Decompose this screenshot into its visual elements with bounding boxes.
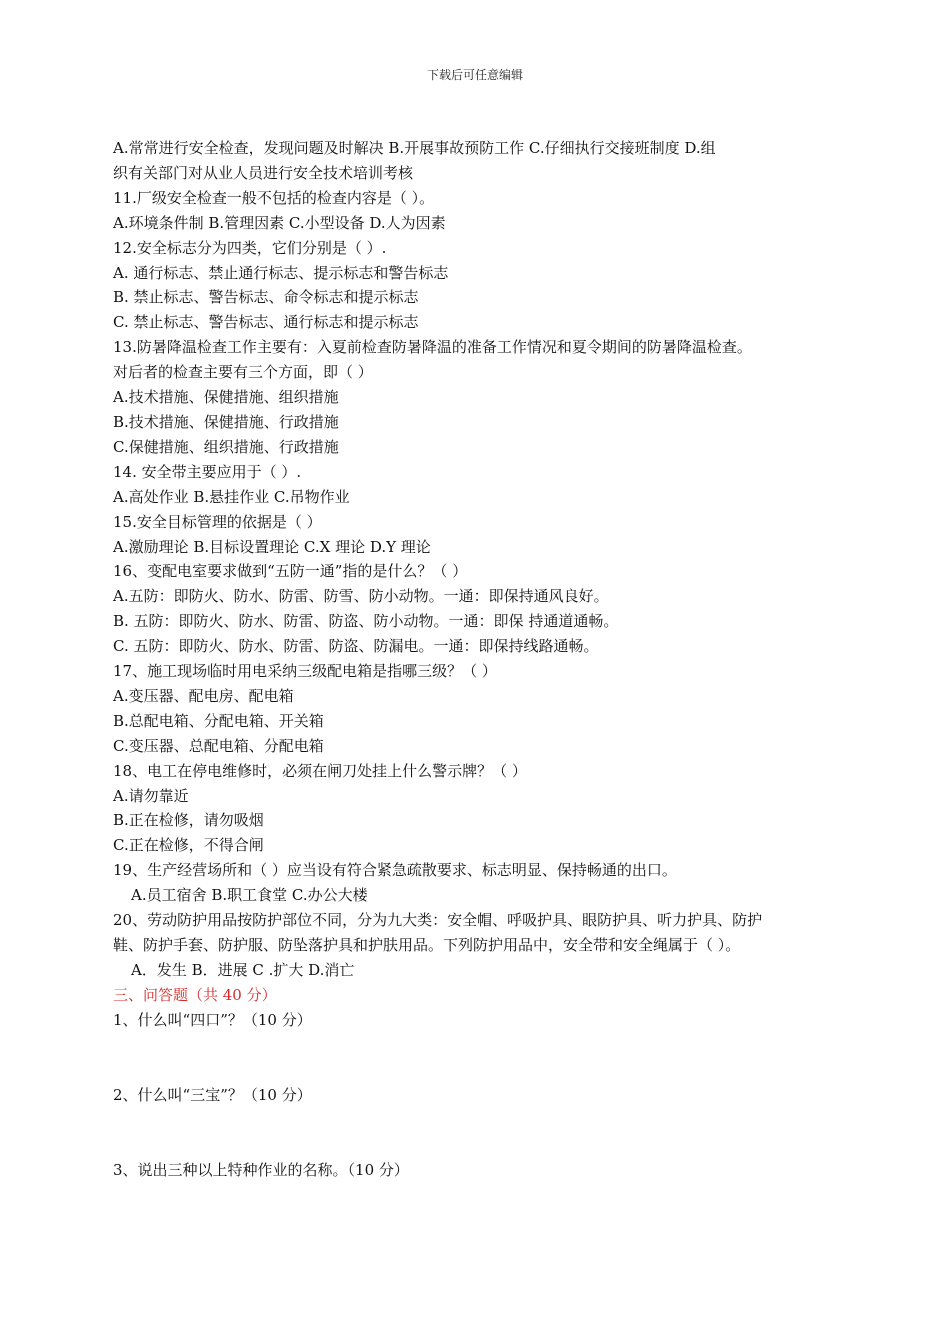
essay-question-3: 3、说出三种以上特种作业的名称。（10 分） bbox=[113, 1160, 409, 1179]
question-13-cont: 对后者的检查主要有三个方面，即（ ） bbox=[113, 363, 373, 382]
document-body bbox=[113, 136, 843, 1182]
options-14: A.高处作业 B.悬挂作业 C.吊物作业 bbox=[113, 487, 350, 506]
question-19: 19、生产经营场所和（ ）应当设有符合紧急疏散要求、标志明显、保持畅通的出口。 bbox=[113, 861, 677, 880]
option-12b: B. 禁止标志、警告标志、命令标志和提示标志 bbox=[113, 288, 419, 307]
option-17c: C.变压器、总配电箱、分配电箱 bbox=[113, 736, 324, 755]
question-20: 20、劳动防护用品按防护部位不同，分为九大类：安全帽、呼吸护具、眼防护具、听力护具、防护 bbox=[113, 911, 763, 930]
options-20: A．发生 B．进展 C .扩大 D.消亡 bbox=[131, 960, 355, 979]
option-16b: B. 五防：即防火、防水、防雷、防盗、防小动物。一通：即保 持通道通畅。 bbox=[113, 612, 619, 631]
question-12: 12.安全标志分为四类，它们分别是（ ）. bbox=[113, 238, 387, 257]
question-18: 18、电工在停电维修时，必须在闸刀处挂上什么警示牌？（ ） bbox=[113, 761, 527, 780]
option-13c: C.保健措施、组织措施、行政措施 bbox=[113, 437, 339, 456]
options-19: A.员工宿舍 B.职工食堂 C.办公大楼 bbox=[131, 886, 368, 905]
option-18b: B.正在检修，请勿吸烟 bbox=[113, 811, 264, 830]
question-13: 13.防暑降温检查工作主要有：入夏前检查防暑降温的准备工作情况和夏令期间的防暑降温检查。 bbox=[113, 338, 752, 357]
option-13b: B.技术措施、保健措施、行政措施 bbox=[113, 412, 339, 431]
option-12c: C. 禁止标志、警告标志、通行标志和提示标志 bbox=[113, 313, 419, 332]
option-17b: B.总配电箱、分配电箱、开关箱 bbox=[113, 711, 324, 730]
option-12a: A. 通行标志、禁止通行标志、提示标志和警告标志 bbox=[113, 263, 449, 282]
page-header: 下载后可任意编辑 bbox=[426, 68, 523, 82]
question-20-cont: 鞋、防护手套、防护服、防坠落护具和护肤用品。下列防护用品中，安全带和安全绳属于（ ）。 bbox=[113, 936, 741, 954]
question-11: 11.厂级安全检查一般不包括的检查内容是（ ）。 bbox=[113, 188, 435, 207]
question-17: 17、施工现场临时用电采纳三级配电箱是指哪三级？（ ） bbox=[113, 662, 497, 681]
option-16a: A.五防：即防火、防水、防雷、防雪、防小动物。一通：即保持通风良好。 bbox=[113, 587, 609, 606]
section-title: 三、问答题（共 40 分） bbox=[113, 985, 277, 1004]
question-14: 14. 安全带主要应用于（ ）. bbox=[113, 462, 302, 481]
option-18c: C.正在检修，不得合闸 bbox=[113, 836, 264, 855]
option-16c: C. 五防：即防火、防水、防雷、防盗、防漏电。一通：即保持线路通畅。 bbox=[113, 637, 599, 656]
answer-space bbox=[113, 1108, 843, 1158]
essay-question-1: 1、什么叫“四口”？（10 分） bbox=[113, 1010, 312, 1029]
question-15: 15.安全目标管理的依据是（ ） bbox=[113, 512, 322, 531]
text-line: 织有关部门对从业人员进行安全技术培训考核 bbox=[113, 163, 414, 182]
essay-question-2: 2、什么叫“三宝”？（10 分） bbox=[113, 1085, 312, 1104]
question-16: 16、变配电室要求做到“五防一通”指的是什么？（ ） bbox=[113, 562, 468, 581]
option-17a: A.变压器、配电房、配电箱 bbox=[113, 686, 294, 705]
options-11: A.环境条件制 B.管理因素 C.小型设备 D.人为因素 bbox=[113, 213, 446, 232]
text-line: A.常常进行安全检查，发现问题及时解决 B.开展事故预防工作 C.仔细执行交接班制度 D.组 bbox=[113, 139, 716, 157]
answer-space bbox=[113, 1033, 843, 1083]
option-13a: A.技术措施、保健措施、组织措施 bbox=[113, 388, 339, 407]
options-15: A.激励理论 B.目标设置理论 C.X 理论 D.Y 理论 bbox=[113, 537, 431, 556]
option-18a: A.请勿靠近 bbox=[113, 786, 189, 805]
